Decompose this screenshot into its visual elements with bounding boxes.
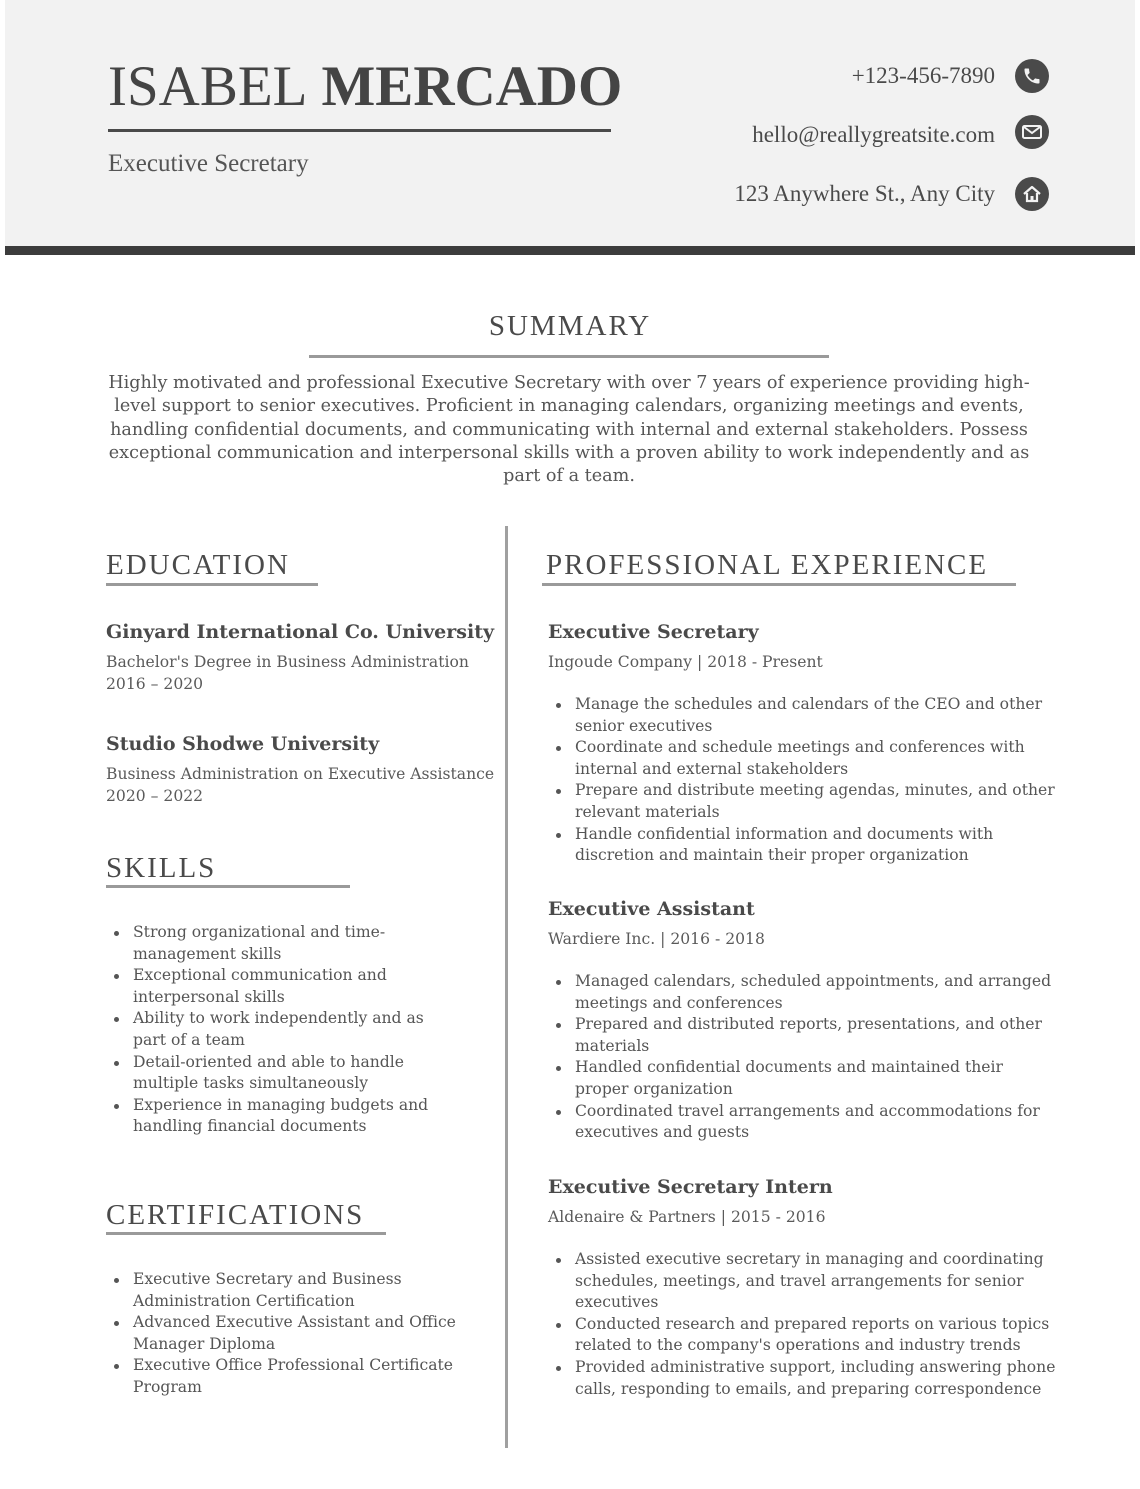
list-item: Detail-oriented and able to handle multiple tasks simultaneously [106, 1052, 456, 1095]
skills-list [106, 922, 456, 1138]
candidate-name [108, 55, 623, 118]
summary-text: Highly motivated and professional Executive Secretary with over 7 years of experience providing high-level support to senior executives. Proficient in managing calendars, organizing meetings and events, handling confidential documents, and communicating with internal and external stakeholders. Possess exceptional communication and interpersonal skills with a proven ability to work independently and as part of a team. [108, 373, 1030, 487]
list-item: Strong organizational and time-management skills [106, 922, 456, 965]
list-item: Managed calendars, scheduled appointments, and arranged meetings and conferences [548, 971, 1058, 1014]
first-name: ISABEL [108, 55, 308, 118]
list-item: Prepare and distribute meeting agendas, minutes, and other relevant materials [548, 780, 1058, 823]
list-item: Executive Secretary and Business Administration Certification [106, 1269, 456, 1312]
email-text[interactable]: hello@reallygreatsite.com [752, 122, 995, 147]
column-divider [505, 526, 508, 1448]
list-item: Handled confidential documents and maintained their proper organization [548, 1057, 1058, 1100]
list-item: Provided administrative support, including answering phone calls, responding to emails, and preparing correspondence [548, 1357, 1058, 1400]
email-icon [1015, 115, 1049, 149]
education-years-1: 2016 – 2020 [106, 675, 204, 693]
list-item: Assisted executive secretary in managing and coordinating schedules, meetings, and travel arrangements for senior executives [548, 1249, 1058, 1314]
job-bullets-2 [548, 971, 1058, 1144]
experience-title: PROFESSIONAL EXPERIENCE [546, 549, 989, 581]
address-text: 123 Anywhere St., Any City [734, 181, 995, 206]
summary-title: SUMMARY [488, 310, 652, 342]
education-degree-1: Bachelor's Degree in Business Administration [106, 653, 469, 671]
summary-underline [309, 355, 829, 358]
list-item: Conducted research and prepared reports on various topics related to the company's operations and industry trends [548, 1314, 1058, 1357]
list-item: Handle confidential information and documents with discretion and maintain their proper organization [548, 824, 1058, 867]
phone-text[interactable]: +123-456-7890 [851, 63, 995, 88]
list-item: Ability to work independently and as part of a team [106, 1008, 456, 1051]
phone-icon [1015, 59, 1049, 93]
skills-title: SKILLS [106, 852, 217, 884]
education-school-2: Studio Shodwe University [106, 733, 380, 755]
list-item: Advanced Executive Assistant and Office Manager Diploma [106, 1312, 456, 1355]
job-company-2: Wardiere Inc. | 2016 - 2018 [548, 930, 765, 948]
education-years-2: 2020 – 2022 [106, 787, 204, 805]
job-role-3: Executive Secretary Intern [548, 1176, 833, 1198]
education-underline [106, 583, 318, 586]
certifications-underline [106, 1232, 386, 1235]
contact-address [734, 177, 995, 211]
header-divider-bar [5, 246, 1135, 255]
list-item: Coordinate and schedule meetings and conferences with internal and external stakeholders [548, 737, 1058, 780]
education-degree-2: Business Administration on Executive Assistance [106, 765, 495, 783]
job-bullets-3 [548, 1249, 1058, 1400]
education-title: EDUCATION [106, 549, 290, 581]
skills-underline [106, 885, 350, 888]
certifications-title: CERTIFICATIONS [106, 1199, 365, 1231]
job-bullets-1 [548, 694, 1058, 867]
list-item: Prepared and distributed reports, presentations, and other materials [548, 1014, 1058, 1057]
job-company-3: Aldenaire & Partners | 2015 - 2016 [548, 1208, 826, 1226]
name-underline [108, 129, 611, 132]
list-item: Experience in managing budgets and handling financial documents [106, 1095, 456, 1138]
list-item: Coordinated travel arrangements and accommodations for executives and guests [548, 1101, 1058, 1144]
job-title: Executive Secretary [108, 150, 309, 177]
list-item: Exceptional communication and interpersonal skills [106, 965, 456, 1008]
list-item: Executive Office Professional Certificate Program [106, 1355, 456, 1398]
job-company-1: Ingoude Company | 2018 - Present [548, 653, 823, 671]
home-icon [1015, 177, 1049, 211]
list-item: Manage the schedules and calendars of the CEO and other senior executives [548, 694, 1058, 737]
contact-phone [852, 59, 995, 93]
job-role-2: Executive Assistant [548, 898, 755, 920]
job-role-1: Executive Secretary [548, 621, 759, 643]
contact-email [752, 118, 995, 152]
experience-underline [542, 583, 1016, 586]
education-school-1: Ginyard International Co. University [106, 621, 495, 643]
certifications-list [106, 1269, 456, 1399]
last-name: MERCADO [321, 55, 623, 118]
